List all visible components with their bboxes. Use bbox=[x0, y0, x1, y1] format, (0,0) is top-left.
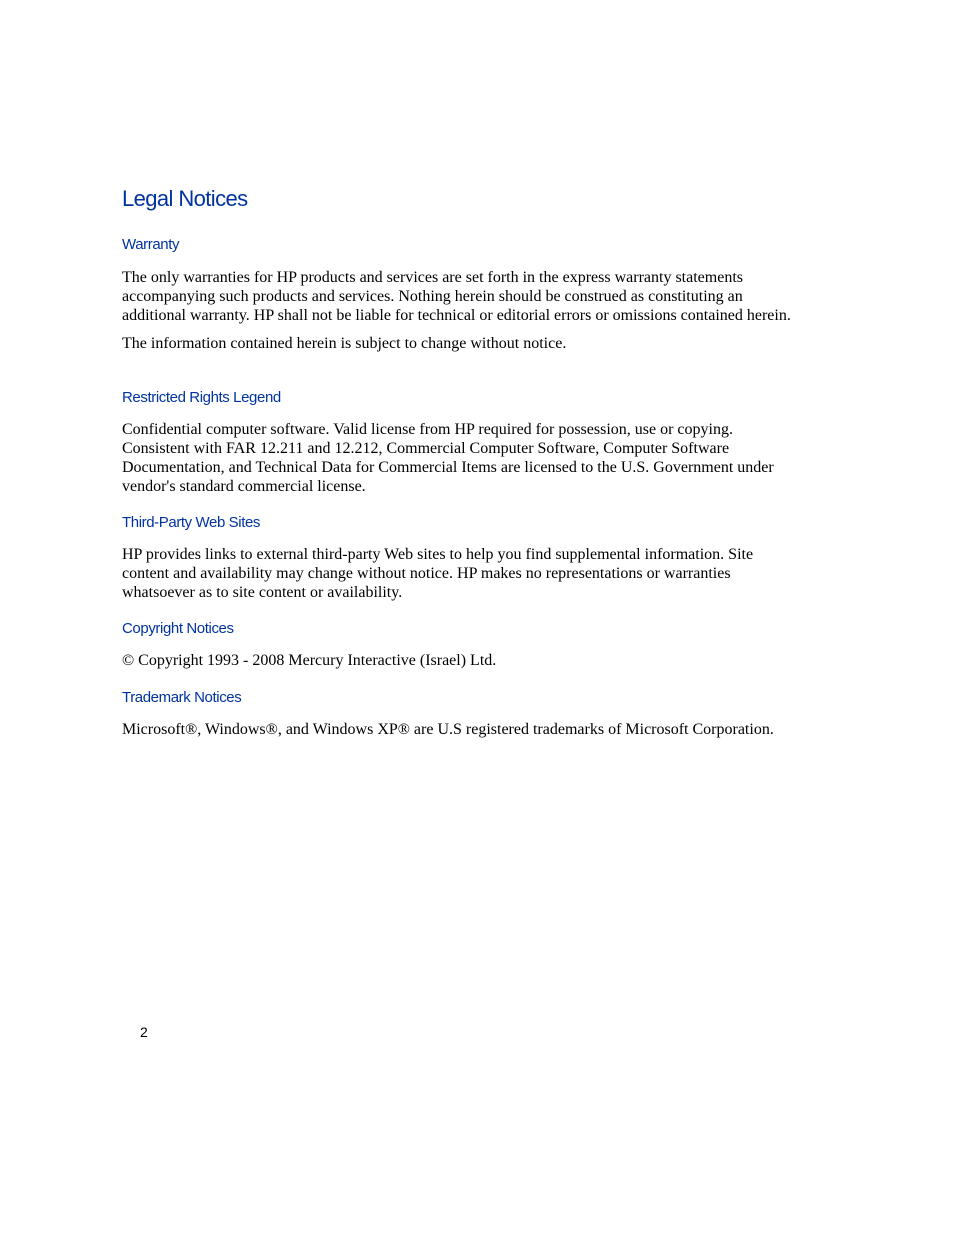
section-restricted-rights bbox=[122, 388, 794, 496]
warranty-paragraph: The only warranties for HP products and services are set forth in the express warranty statements accompanying such products and services. Nothing herein should be construed as constituting an additional warranty. HP shall not be liable for technical or editorial errors or omissions contained herein. bbox=[122, 269, 791, 324]
section-heading-warranty: Warranty bbox=[122, 236, 180, 253]
third-party-paragraph: HP provides links to external third-party Web sites to help you find supplemental information. Site content and availability may change without notice. HP makes no representations or warranties whatsoever as to site content or availability. bbox=[122, 546, 754, 601]
section-heading-restricted-rights: Restricted Rights Legend bbox=[122, 389, 281, 406]
page-title: Legal Notices bbox=[122, 186, 248, 211]
section-third-party bbox=[122, 513, 794, 602]
section-copyright bbox=[122, 619, 794, 670]
section-heading-copyright: Copyright Notices bbox=[122, 620, 234, 637]
copyright-paragraph: © Copyright 1993 - 2008 Mercury Interactive (Israel) Ltd. bbox=[122, 652, 497, 669]
restricted-rights-paragraph: Confidential computer software. Valid license from HP required for possession, use or copying. Consistent with FAR 12.211 and 12.212, Commercial Computer Software, Computer Software Documentation, and Technical Data for Commercial Items are licensed to the U.S. Government under vendor's standard commercial license. bbox=[122, 421, 774, 495]
section-heading-third-party: Third-Party Web Sites bbox=[122, 514, 261, 531]
page-number: 2 bbox=[140, 1024, 148, 1040]
section-trademark bbox=[122, 688, 794, 739]
section-heading-trademark: Trademark Notices bbox=[122, 689, 242, 706]
section-warranty bbox=[122, 235, 794, 353]
change-notice-paragraph: The information contained herein is subject to change without notice. bbox=[122, 335, 567, 352]
trademark-paragraph: Microsoft®, Windows®, and Windows XP® are U.S registered trademarks of Microsoft Corporation. bbox=[122, 721, 774, 738]
